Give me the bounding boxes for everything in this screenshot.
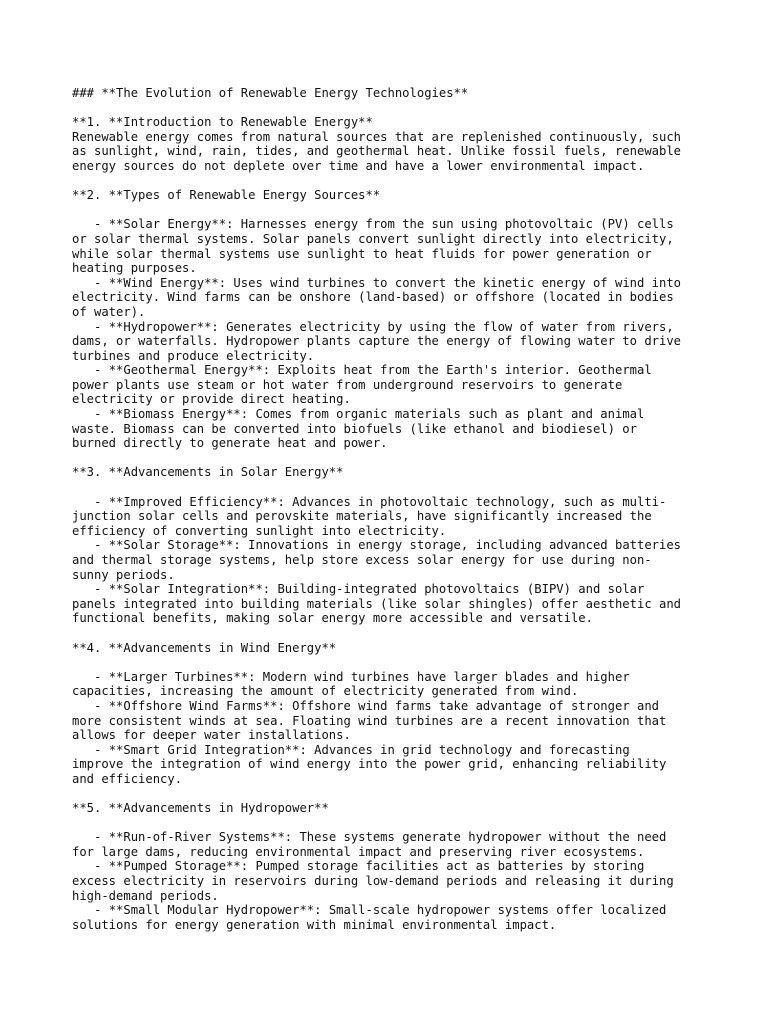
document-line: [72, 626, 712, 641]
document-line: functional benefits, making solar energy more accessible and versatile.: [72, 611, 593, 626]
document-line: for large dams, reducing environmental impact and preserving river ecosystems.: [72, 844, 645, 859]
document-line: - **Larger Turbines**: Modern wind turbines have larger blades and higher: [72, 669, 630, 684]
document-line: waste. Biomass can be converted into biofuels (like ethanol and biodiesel) or: [72, 421, 637, 436]
document-line: - **Solar Storage**: Innovations in energy storage, including advanced batteries: [72, 538, 682, 553]
document-line: [72, 655, 712, 670]
document-line: - **Pumped Storage**: Pumped storage facilities act as batteries by storing: [72, 859, 645, 874]
document-text: [72, 86, 712, 932]
document-line: electricity. Wind farms can be onshore (land-based) or offshore (located in bodies: [72, 290, 674, 305]
document-line: - **Wind Energy**: Uses wind turbines to convert the kinetic energy of wind into: [72, 275, 682, 290]
document-line: panels integrated into building materials (like solar shingles) offer aesthetic and: [72, 596, 682, 611]
document-line: power plants use steam or hot water from underground reservoirs to generate: [72, 377, 623, 392]
document-line: of water).: [72, 304, 146, 319]
document-line: energy sources do not deplete over time and have a lower environmental impact.: [72, 158, 645, 173]
document-line: dams, or waterfalls. Hydropower plants capture the energy of flowing water to drive: [72, 334, 682, 349]
document-line: [72, 101, 712, 116]
document-line: heating purposes.: [72, 261, 197, 276]
document-line: solutions for energy generation with minimal environmental impact.: [72, 917, 557, 932]
document-line: ### **The Evolution of Renewable Energy Technologies**: [72, 86, 469, 100]
document-line: **2. **Types of Renewable Energy Sources**: [72, 188, 381, 203]
document-line: **1. **Introduction to Renewable Energy**: [72, 115, 373, 130]
document-line: as sunlight, wind, rain, tides, and geothermal heat. Unlike fossil fuels, renewable: [72, 144, 682, 159]
document-line: **5. **Advancements in Hydropower**: [72, 801, 329, 816]
document-line: high-demand periods.: [72, 888, 219, 903]
document-line: [72, 480, 712, 495]
document-line: and efficiency.: [72, 771, 183, 786]
document-line: - **Geothermal Energy**: Exploits heat from the Earth's interior. Geothermal: [72, 363, 652, 378]
document-line: - **Run-of-River Systems**: These systems generate hydropower without the need: [72, 830, 667, 845]
document-line: Renewable energy comes from natural sources that are replenished continuously, such: [72, 129, 682, 144]
document-line: [72, 816, 712, 831]
document-line: capacities, increasing the amount of electricity generated from wind.: [72, 684, 579, 699]
document-line: excess electricity in reservoirs during low-demand periods and releasing it during: [72, 874, 674, 889]
document-line: - **Improved Efficiency**: Advances in photovoltaic technology, such as multi-: [72, 494, 667, 509]
document-line: **3. **Advancements in Solar Energy**: [72, 465, 344, 480]
document-line: while solar thermal systems use sunlight to heat fluids for power generation or: [72, 246, 652, 261]
document-line: - **Hydropower**: Generates electricity by using the flow of water from rivers,: [72, 319, 674, 334]
document-line: efficiency of converting sunlight into electricity.: [72, 523, 447, 538]
document-line: more consistent winds at sea. Floating wind turbines are a recent innovation that: [72, 713, 667, 728]
document-line: - **Offshore Wind Farms**: Offshore wind farms take advantage of stronger and: [72, 698, 660, 713]
document-line: sunny periods.: [72, 567, 175, 582]
document-line: - **Small Modular Hydropower**: Small-scale hydropower systems offer localized: [72, 903, 667, 918]
document-line: [72, 787, 712, 802]
document-line: allows for deeper water installations.: [72, 728, 351, 743]
document-line: improve the integration of wind energy into the power grid, enhancing reliability: [72, 757, 667, 772]
document-line: - **Solar Energy**: Harnesses energy from the sun using photovoltaic (PV) cells: [72, 217, 674, 232]
document-line: or solar thermal systems. Solar panels convert sunlight directly into electricity,: [72, 231, 674, 246]
document-line: - **Biomass Energy**: Comes from organic materials such as plant and animal: [72, 407, 645, 422]
document-line: - **Smart Grid Integration**: Advances in grid technology and forecasting: [72, 742, 630, 757]
document-line: - **Solar Integration**: Building-integrated photovoltaics (BIPV) and solar: [72, 582, 645, 597]
document-line: [72, 451, 712, 466]
document-line: and thermal storage systems, help store excess solar energy for use during non-: [72, 553, 652, 567]
document-line: **4. **Advancements in Wind Energy**: [72, 640, 337, 655]
document-line: burned directly to generate heat and power.: [72, 436, 388, 451]
document-line: [72, 203, 712, 218]
document-line: junction solar cells and perovskite materials, have significantly increased the: [72, 509, 652, 524]
document-line: turbines and produce electricity.: [72, 348, 315, 363]
document-line: electricity or provide direct heating.: [72, 392, 351, 407]
document-line: [72, 174, 712, 189]
